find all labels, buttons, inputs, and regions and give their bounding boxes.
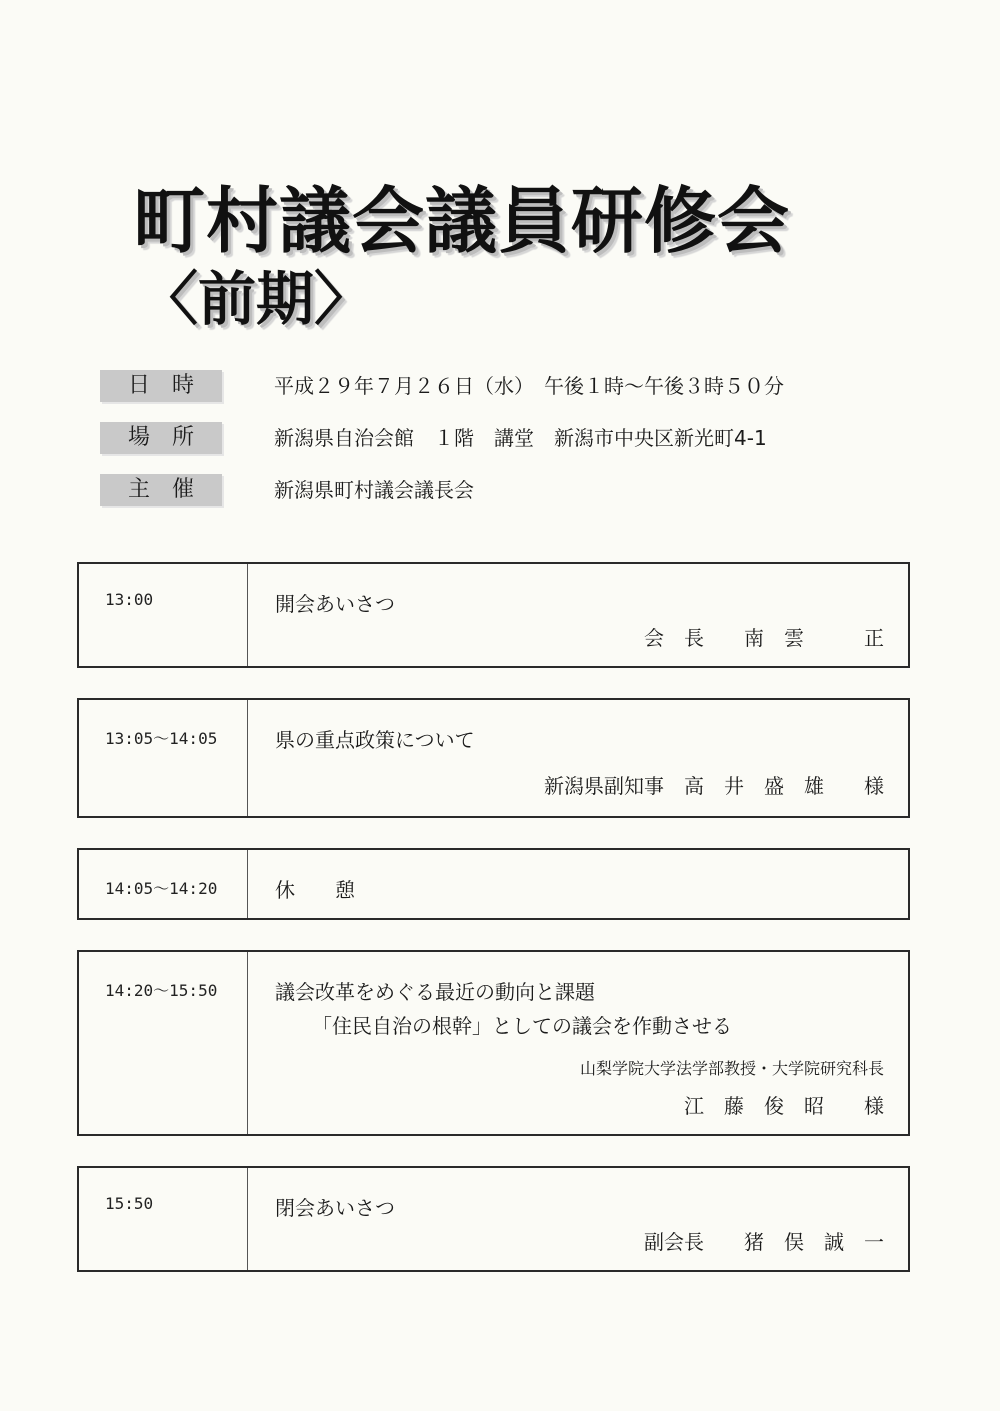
- info-row-organizer: [100, 474, 980, 506]
- schedule-item-opening: [77, 562, 910, 668]
- schedule-time: 13:05～14:05: [105, 729, 218, 748]
- page-title: 町村議会議員研修会: [133, 179, 791, 263]
- schedule-speaker: 副会長 猪 俣 誠 一: [644, 1230, 884, 1254]
- info-row-venue: [100, 422, 980, 454]
- info-value-venue: 新潟県自治会館 １階 講堂 新潟市中央区新光町4-1: [274, 426, 767, 450]
- schedule-topic: 県の重点政策について: [275, 728, 475, 752]
- column-divider: [247, 850, 248, 918]
- column-divider: [247, 700, 248, 816]
- schedule-speaker: 新潟県副知事 高 井 盛 雄 様: [544, 774, 884, 798]
- schedule-time: 14:05～14:20: [105, 879, 218, 898]
- info-value-organizer: 新潟県町村議会議長会: [274, 478, 474, 502]
- column-divider: [247, 1168, 248, 1270]
- info-row-datetime: [100, 370, 980, 402]
- schedule-speaker: 会 長 南 雲 正: [644, 626, 884, 650]
- schedule-item-closing: [77, 1166, 910, 1272]
- page-subtitle: 〈前期〉: [140, 265, 373, 333]
- info-label-datetime: 日時: [100, 370, 222, 402]
- schedule-item-lecture: [77, 950, 910, 1136]
- column-divider: [247, 952, 248, 1134]
- schedule-time: 15:50: [105, 1194, 154, 1213]
- schedule-speaker: 江 藤 俊 昭 様: [684, 1094, 884, 1118]
- schedule-topic: 休 憩: [275, 878, 355, 902]
- schedule-topic: 議会改革をめぐる最近の動向と課題: [275, 980, 595, 1004]
- schedule-subtopic: 「住民自治の根幹」としての議会を作動させる: [312, 1014, 732, 1038]
- info-label-organizer: 主催: [100, 474, 222, 506]
- info-value-datetime: 平成２９年７月２６日（水） 午後１時～午後３時５０分: [274, 374, 784, 398]
- schedule-topic: 開会あいさつ: [275, 592, 395, 616]
- speaker-affiliation: 山梨学院大学法学部教授・大学院研究科長: [579, 1059, 884, 1078]
- schedule-item-break: [77, 848, 910, 920]
- info-label-venue: 場所: [100, 422, 222, 454]
- column-divider: [247, 564, 248, 666]
- schedule-topic: 閉会あいさつ: [275, 1196, 395, 1220]
- schedule-time: 13:00: [105, 590, 154, 609]
- schedule-time: 14:20～15:50: [105, 981, 218, 1000]
- schedule-item-policy: [77, 698, 910, 818]
